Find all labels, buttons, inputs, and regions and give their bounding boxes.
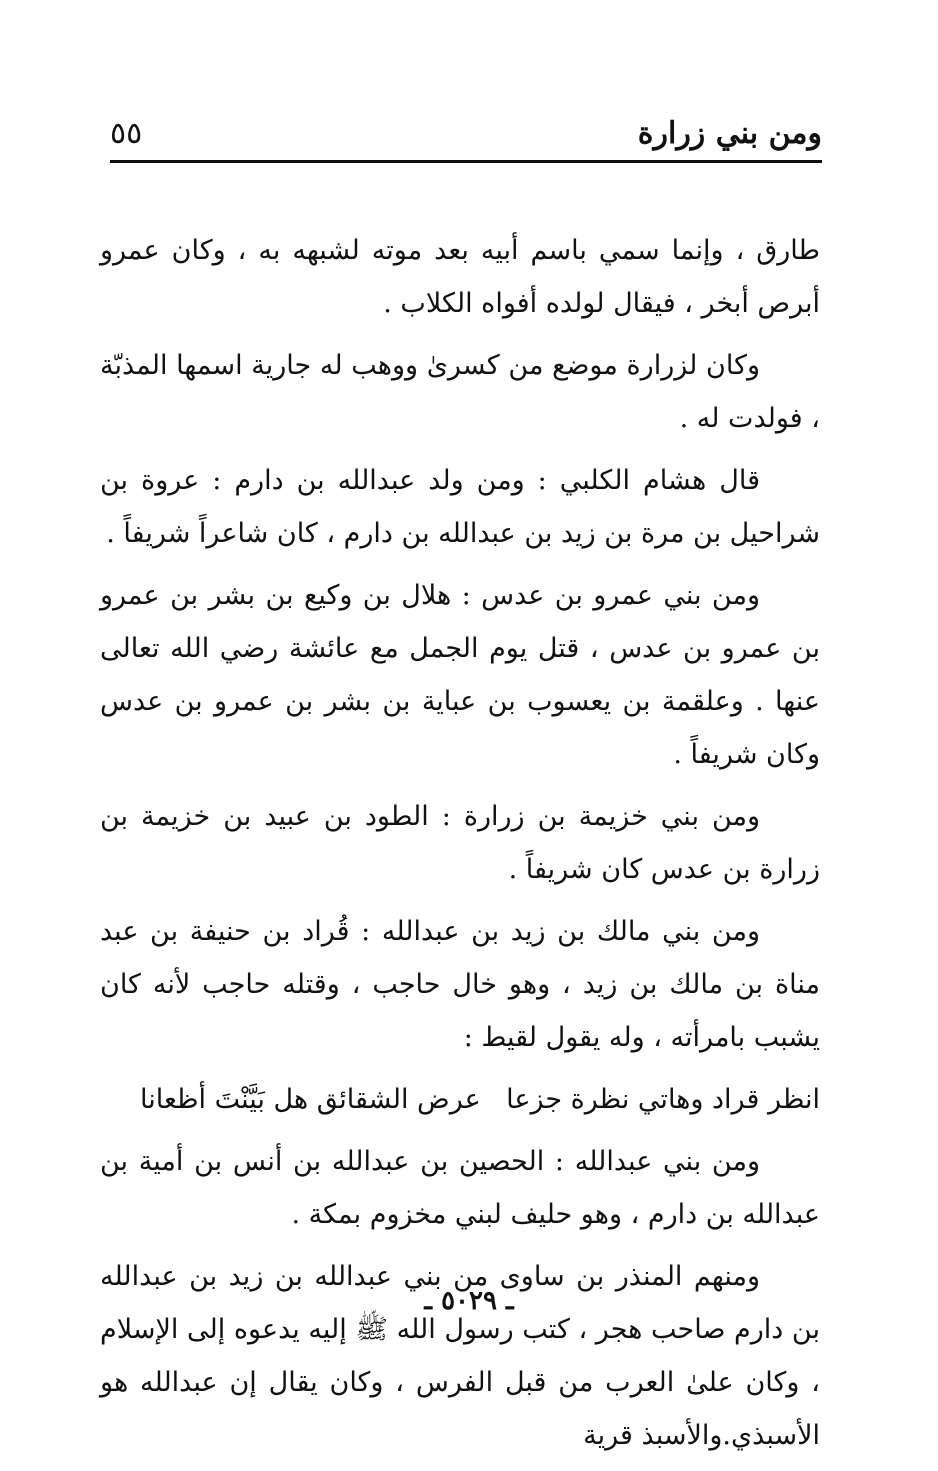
paragraph-7: ومن بني عبدالله : الحصين بن عبدالله بن أنس بن أمية بن عبدالله بن دارم ، وهو حليف لبني مخزوم بمكة . bbox=[100, 1146, 820, 1230]
paragraph-8: ومنهم المنذر بن ساوى من بني عبدالله بن زيد بن عبدالله بن دارم صاحب هجر ، كتب رسول الله ﷺ إليه يدعوه إلى الإسلام ، وكان علىٰ العرب من قبل الفرس ، وكان يقال إن عبدالله هو الأسبذي.والأسبذ قرية bbox=[100, 1261, 820, 1451]
page-footer-code: ـ ٥٠٢٩ ـ bbox=[424, 1286, 514, 1316]
poetry-verse bbox=[100, 1073, 820, 1126]
page-number: ٥٥ bbox=[110, 116, 143, 151]
paragraph-4: ومن بني عمرو بن عدس : هلال بن وكيع بن بشر بن عمرو بن عمرو بن عدس ، قتل يوم الجمل مع عائشة رضي الله تعالى عنها . وعلقمة بن يعسوب بن عباية بن بشر بن عمرو بن عدس وكان شريفاً . bbox=[100, 580, 820, 770]
verse-first-hemistich: انظر قراد وهاتي نظرة جزعا bbox=[506, 1084, 820, 1115]
body-text bbox=[100, 224, 820, 1471]
verse-second-hemistich: عرض الشقائق هل بَيَّنْتَ أظعانا bbox=[140, 1084, 481, 1115]
paragraph-6: ومن بني مالك بن زيد بن عبدالله : قُراد بن حنيفة بن عبد مناة بن مالك بن زيد ، وهو خال حاجب ، وقتله حاجب لأنه كان يشبب بامرأته ، وله يقول لقيط : bbox=[100, 916, 820, 1053]
paragraph-2: وكان لزرارة موضع من كسرىٰ ووهب له جارية اسمها المذبّة ، فولدت له . bbox=[100, 350, 820, 434]
paragraph-3: قال هشام الكلبي : ومن ولد عبدالله بن دارم : عروة بن شراحيل بن مرة بن زيد بن عبدالله بن دارم ، كان شاعراً شريفاً . bbox=[100, 465, 820, 549]
paragraph-1: طارق ، وإنما سمي باسم أبيه بعد موته لشبهه به ، وكان عمرو أبرص أبخر ، فيقال لولده أفواه الكلاب . bbox=[100, 235, 820, 319]
running-title: ومن بني زرارة bbox=[637, 116, 822, 151]
page-header bbox=[110, 116, 822, 166]
header-rule bbox=[110, 160, 822, 163]
paragraph-5: ومن بني خزيمة بن زرارة : الطود بن عبيد بن خزيمة بن زرارة بن عدس كان شريفاً . bbox=[100, 801, 820, 885]
